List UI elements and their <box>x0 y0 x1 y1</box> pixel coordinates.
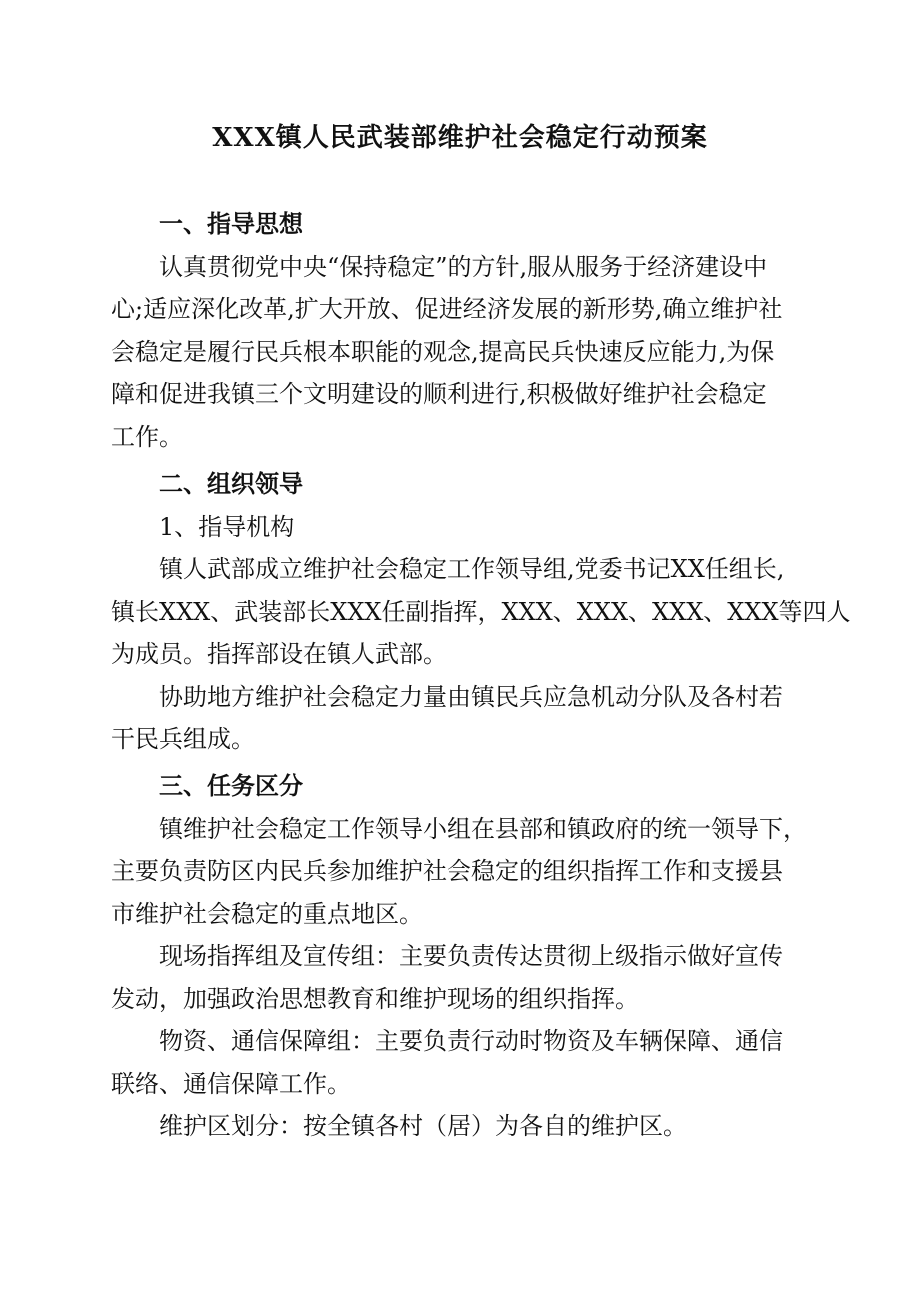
paragraph-line: 主要负责防区内民兵参加维护社会稳定的组织指挥工作和支援县 <box>111 857 783 885</box>
paragraph-line: 认真贯彻党中央“保持稳定”的方针,服从服务于经济建设中 <box>159 252 768 281</box>
paragraph-line: 联络、通信保障工作。 <box>111 1069 351 1098</box>
paragraph-line: 心;适应深化改革,扩大开放、促进经济发展的新形势,确立维护社 <box>111 295 783 323</box>
paragraph-line: 干民兵组成。 <box>111 725 255 753</box>
section-heading: 二、组织领导 <box>159 469 303 498</box>
section-1 <box>111 203 811 458</box>
subsection-heading: 1、指导机构 <box>159 512 295 541</box>
paragraph-line: 障和促进我镇三个文明建设的顺利进行,积极做好维护社会稳定 <box>111 380 767 408</box>
paragraph-line: 镇长XXX、武装部长XXX任副指挥，XXX、XXX、XXX、XXX等四人 <box>111 597 851 626</box>
document-title: XXX镇人民武装部维护社会稳定行动预案 <box>212 123 708 153</box>
section-3 <box>111 765 811 1148</box>
paragraph-line: 镇维护社会稳定工作领导小组在县部和镇政府的统一领导下， <box>159 814 807 843</box>
paragraph-line: 物资、通信保障组：主要负责行动时物资及车辆保障、通信 <box>159 1027 783 1055</box>
section-heading: 一、指导思想 <box>159 209 303 238</box>
paragraph-line: 发动，加强政治思想教育和维护现场的组织指挥。 <box>111 984 639 1013</box>
paragraph-line: 维护区划分：按全镇各村（居）为各自的维护区。 <box>159 1112 687 1140</box>
paragraph-line: 镇人武部成立维护社会稳定工作领导组,党委书记XX任组长, <box>159 555 785 583</box>
paragraph-line: 现场指挥组及宣传组：主要负责传达贯彻上级指示做好宣传 <box>159 942 783 970</box>
paragraph-line: 市维护社会稳定的重点地区。 <box>111 899 423 928</box>
paragraph-line: 会稳定是履行民兵根本职能的观念,提高民兵快速反应能力,为保 <box>111 337 775 366</box>
paragraph-line: 为成员。指挥部设在镇人武部。 <box>111 640 447 668</box>
paragraph-line: 工作。 <box>111 422 183 451</box>
section-heading: 三、任务区分 <box>159 771 303 800</box>
section-2 <box>111 463 851 761</box>
paragraph-line: 协助地方维护社会稳定力量由镇民兵应急机动分队及各村若 <box>159 682 783 711</box>
